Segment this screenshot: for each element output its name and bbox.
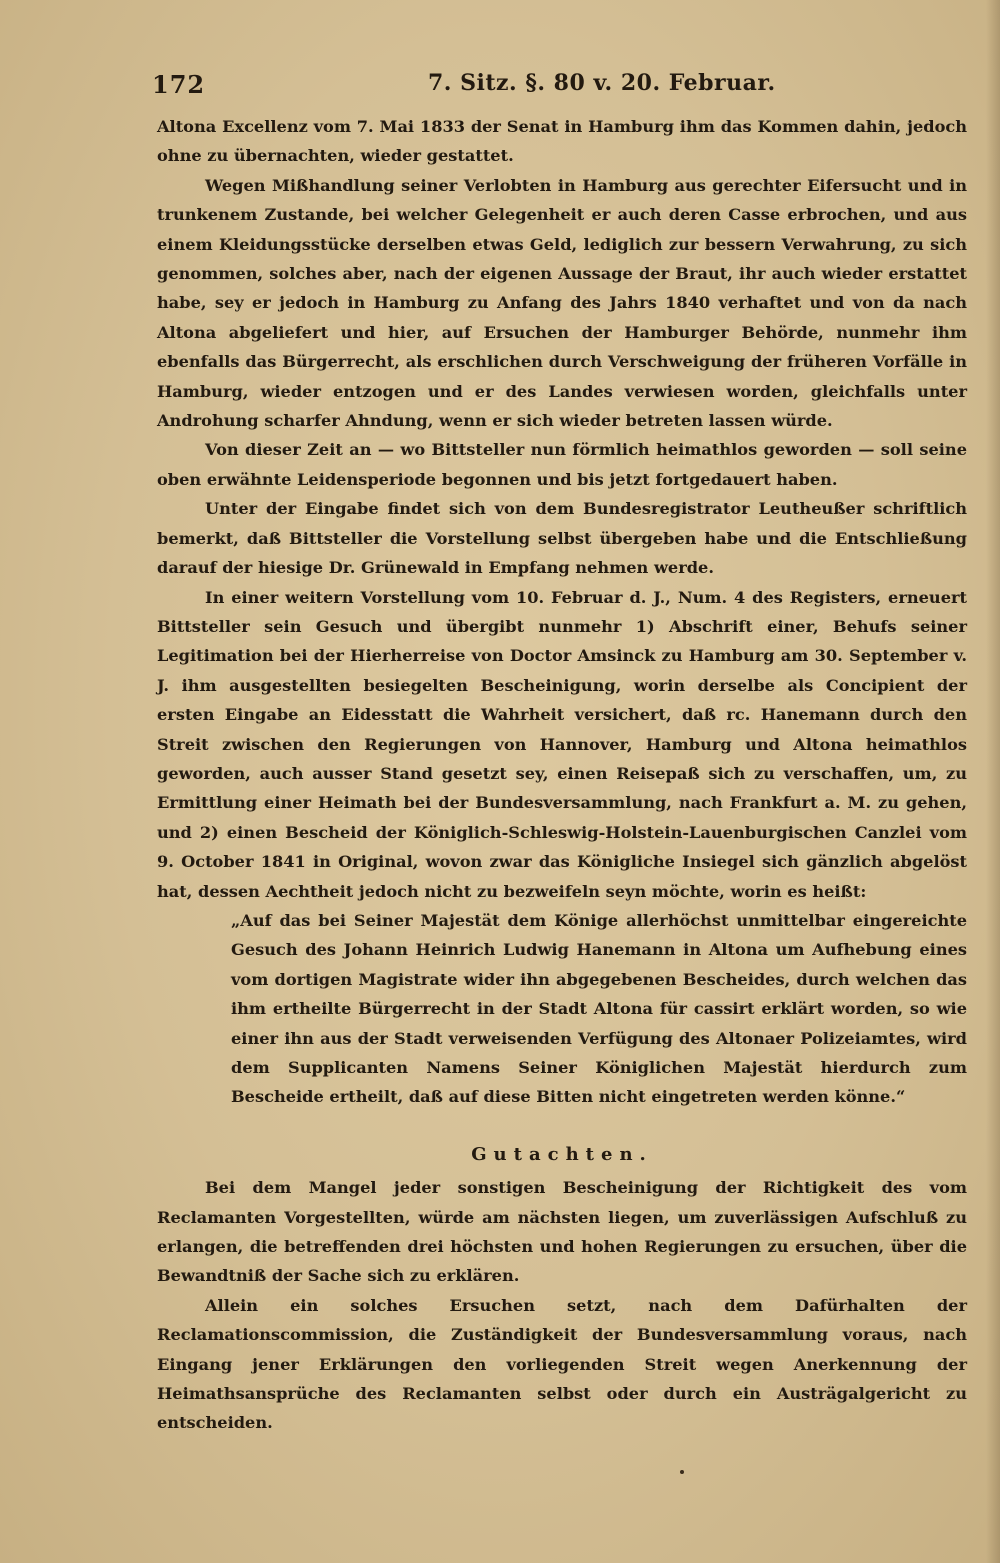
paragraph: Unter der Eingabe findet sich von dem Bundesregistrator Leutheußer schriftlich bemerkt, daß Bittsteller die Vorstellung selbst übergeben habe und die Entschließung darauf der hiesige Dr. Grünewald in Empfang nehmen werde. [157, 499, 967, 578]
ink-speck [680, 1470, 684, 1474]
running-head: 7. Sitz. §. 80 v. 20. Februar. [428, 70, 776, 96]
paragraph: Von dieser Zeit an — wo Bittsteller nun förmlich heimathlos geworden — soll seine oben erwähnte Leidensperiode begonnen und bis jetzt fortgedauert haben. [157, 440, 967, 489]
paragraph: Bei dem Mangel jeder sonstigen Bescheinigung der Richtigkeit des vom Reclamanten Vorgestellten, würde am nächsten liegen, um zuverlässigen Aufschluß zu erlangen, die betreffenden drei höchsten und hohen Regierungen zu ersuchen, über die Bewandtniß der Sache sich zu erklären. [157, 1178, 967, 1286]
paragraph: In einer weitern Vorstellung vom 10. Februar d. J., Num. 4 des Registers, erneuert Bittsteller sein Gesuch und übergibt nunmehr 1) Abschrift einer, Behufs seiner Legitimation bei der Hierherreise von Doctor Amsinck zu Hamburg am 30. September v. J. ihm ausgestellten besiegelten Bescheinigung, worin derselbe als Concipient der ersten Eingabe an Eidesstatt die Wahrheit versichert, daß rc. Hanemann durch den Streit zwischen den Regierungen von Hannover, Hamburg und Altona heimathlos geworden, auch ausser Stand gesetzt sey, einen Reisepaß sich zu verschaffen, um, zu Ermittlung einer Heimath bei der Bundesversammlung, nach Frankfurt a. M. zu gehen, und 2) einen Bescheid der Königlich-Schleswig-Holstein-Lauenburgischen Canzlei vom 9. October 1841 in Original, wovon zwar das Königliche Insiegel sich gänzlich abgelöst hat, dessen Aechtheit jedoch nicht zu bezweifeln seyn möchte, worin es heißt: [157, 587, 967, 901]
page-number: 172 [152, 70, 206, 99]
paragraph: Wegen Mißhandlung seiner Verlobten in Hamburg aus gerechter Eifersucht und in trunkenem Zustande, bei welcher Gelegenheit er auch deren Casse erbrochen, und aus einem Kleidungsstücke derselben etwas Geld, lediglich zur bessern Verwahrung, zu sich genommen, solches aber, nach der eigenen Aussage der Braut, ihr auch wieder erstattet habe, sey er jedoch in Hamburg zu Anfang des Jahrs 1840 verhaftet und von da nach Altona abgeliefert und hier, auf Ersuchen der Hamburger Behörde, nunmehr ihm ebenfalls das Bürgerrecht, als erschlichen durch Verschweigung der früheren Vorfälle in Hamburg, wieder entzogen und er des Landes verwiesen worden, gleichfalls unter Androhung scharfer Ahndung, wenn er sich wieder betreten lassen würde. [157, 175, 967, 431]
section-heading: Gutachten. [471, 1143, 653, 1165]
page-body [157, 112, 967, 1438]
block-quote: „Auf das bei Seiner Majestät dem Könige allerhöchst unmittelbar eingereichte Gesuch des Johann Heinrich Ludwig Hanemann in Altona um Aufhebung eines vom dortigen Magistrate wider ihn abgegebenen Bescheides, durch welchen das ihm ertheilte Bürgerrecht in der Stadt Altona für cassirt erklärt worden, so wie einer ihn aus der Stadt verweisenden Verfügung des Altonaer Polizeiamtes, wird dem Supplicanten Namens Seiner Königlichen Majestät hierdurch zum Bescheide ertheilt, daß auf diese Bitten nicht eingetreten werden könne.“ [231, 910, 967, 1107]
paragraph-continuation: Altona Excellenz vom 7. Mai 1833 der Senat in Hamburg ihm das Kommen dahin, jedoch ohne zu übernachten, wieder gestattet. [157, 117, 967, 166]
paragraph: Allein ein solches Ersuchen setzt, nach dem Dafürhalten der Reclamationscommission, die Zuständigkeit der Bundesversammlung voraus, nach Eingang jener Erklärungen den vorliegenden Streit wegen Anerkennung der Heimathsansprüche des Reclamanten selbst oder durch ein Austrägalgericht zu entscheiden. [157, 1295, 967, 1433]
page-edge-shadow [986, 0, 1000, 1563]
page-header [152, 70, 972, 102]
